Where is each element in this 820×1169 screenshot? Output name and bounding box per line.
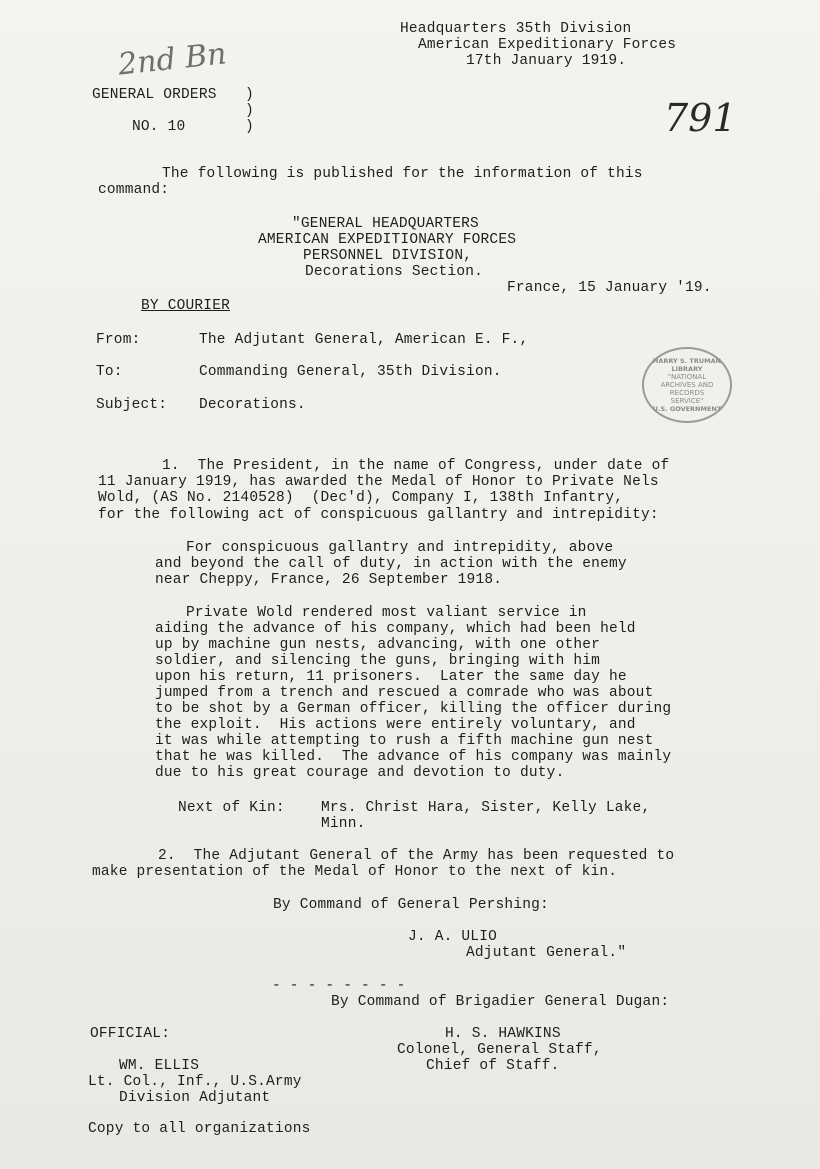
handwritten-battalion-note: 2nd Bn [116, 36, 229, 83]
account-line-5: upon his return, 11 prisoners. Later the same day he [155, 669, 627, 685]
next-of-kin-line-2: Minn. [321, 816, 366, 832]
ghq-line-3: PERSONNEL DIVISION, [303, 248, 473, 264]
para1-line-2: 11 January 1919, has awarded the Medal of Honor to Private Nels [98, 474, 659, 490]
memo-to-label: To: [96, 364, 123, 380]
official-name: WM. ELLIS [119, 1058, 200, 1074]
signatory-title: Adjutant General." [466, 945, 627, 961]
para1-line-1: 1. The President, in the name of Congress, under date of [162, 458, 670, 474]
chief-name: H. S. HAWKINS [445, 1026, 561, 1042]
account-line-6: jumped from a trench and rescued a comrade who was about [155, 685, 654, 701]
orders-number: NO. 10 [132, 119, 186, 135]
memo-from-value: The Adjutant General, American E. F., [199, 332, 529, 348]
para1-line-4: for the following act of conspicuous gallantry and intrepidity: [98, 507, 659, 523]
account-line-10: that he was killed. The advance of his company was mainly [155, 749, 672, 765]
archives-stamp [642, 347, 732, 423]
chief-title: Chief of Staff. [426, 1058, 560, 1074]
chief-rank: Colonel, General Staff, [397, 1042, 602, 1058]
account-line-4: soldier, and silencing the guns, bringing with him [155, 653, 601, 669]
general-orders-label: GENERAL ORDERS [92, 87, 217, 103]
para2-line-1: 2. The Adjutant General of the Army has been requested to [158, 848, 675, 864]
account-line-1: Private Wold rendered most valiant service in [186, 605, 587, 621]
header-date: 17th January 1919. [466, 53, 627, 69]
account-line-8: the exploit. His actions were entirely voluntary, and [155, 717, 636, 733]
ghq-line-4: Decorations Section. [305, 264, 484, 280]
para1-line-3: Wold, (AS No. 2140528) (Dec'd), Company I, 138th Infantry, [98, 490, 624, 506]
memo-subject-value: Decorations. [199, 397, 306, 413]
intro-line-2: command: [98, 182, 170, 198]
memo-subject-label: Subject: [96, 397, 168, 413]
ghq-line-2: AMERICAN EXPEDITIONARY FORCES [258, 232, 517, 248]
header-line-2: American Expeditionary Forces [418, 37, 677, 53]
signatory-name: J. A. ULIO [408, 929, 498, 945]
stamp-middle-text: RECORDS [669, 389, 705, 397]
stamp-middle-text: SERVICE" [670, 397, 704, 405]
separator-dashes: - - - - - - - - [272, 978, 406, 994]
official-title: Division Adjutant [119, 1090, 271, 1106]
next-of-kin-line-1: Mrs. Christ Hara, Sister, Kelly Lake, [321, 800, 651, 816]
official-rank: Lt. Col., Inf., U.S.Army [88, 1074, 302, 1090]
handwritten-page-number: 791 [664, 96, 737, 140]
memo-from-label: From: [96, 332, 141, 348]
citation-line-3: near Cheppy, France, 26 September 1918. [155, 572, 503, 588]
stamp-top-text: HARRY S. TRUMAN LIBRARY [652, 357, 722, 373]
account-line-9: it was while attempting to rush a fifth machine gun nest [155, 733, 654, 749]
account-line-7: to be shot by a German officer, killing the officer during [155, 701, 672, 717]
official-label: OFFICIAL: [90, 1026, 171, 1042]
by-courier-heading: BY COURIER [141, 298, 231, 314]
orders-bracket: ) [245, 103, 254, 119]
stamp-middle-text: "NATIONAL [667, 373, 707, 381]
stamp-bottom-text: U.S. GOVERNMENT [652, 405, 722, 413]
account-line-2: aiding the advance of his company, which had been held [155, 621, 636, 637]
citation-line-1: For conspicuous gallantry and intrepidity, above [186, 540, 614, 556]
account-line-3: up by machine gun nests, advancing, with one other [155, 637, 601, 653]
stamp-middle-text: ARCHIVES AND [660, 381, 714, 389]
by-command-dugan: By Command of Brigadier General Dugan: [331, 994, 670, 1010]
para2-line-2: make presentation of the Medal of Honor to the next of kin. [92, 864, 618, 880]
orders-bracket: ) [245, 87, 254, 103]
ghq-line-1: "GENERAL HEADQUARTERS [292, 216, 479, 232]
memo-to-value: Commanding General, 35th Division. [199, 364, 502, 380]
ghq-place-date: France, 15 January '19. [507, 280, 712, 296]
by-command-pershing: By Command of General Pershing: [273, 897, 549, 913]
copy-distribution: Copy to all organizations [88, 1121, 311, 1137]
next-of-kin-label: Next of Kin: [178, 800, 285, 816]
orders-bracket: ) [245, 119, 254, 135]
header-line-1: Headquarters 35th Division [400, 21, 632, 37]
citation-line-2: and beyond the call of duty, in action with the enemy [155, 556, 627, 572]
intro-line-1: The following is published for the information of this [162, 166, 643, 182]
account-line-11: due to his great courage and devotion to duty. [155, 765, 565, 781]
